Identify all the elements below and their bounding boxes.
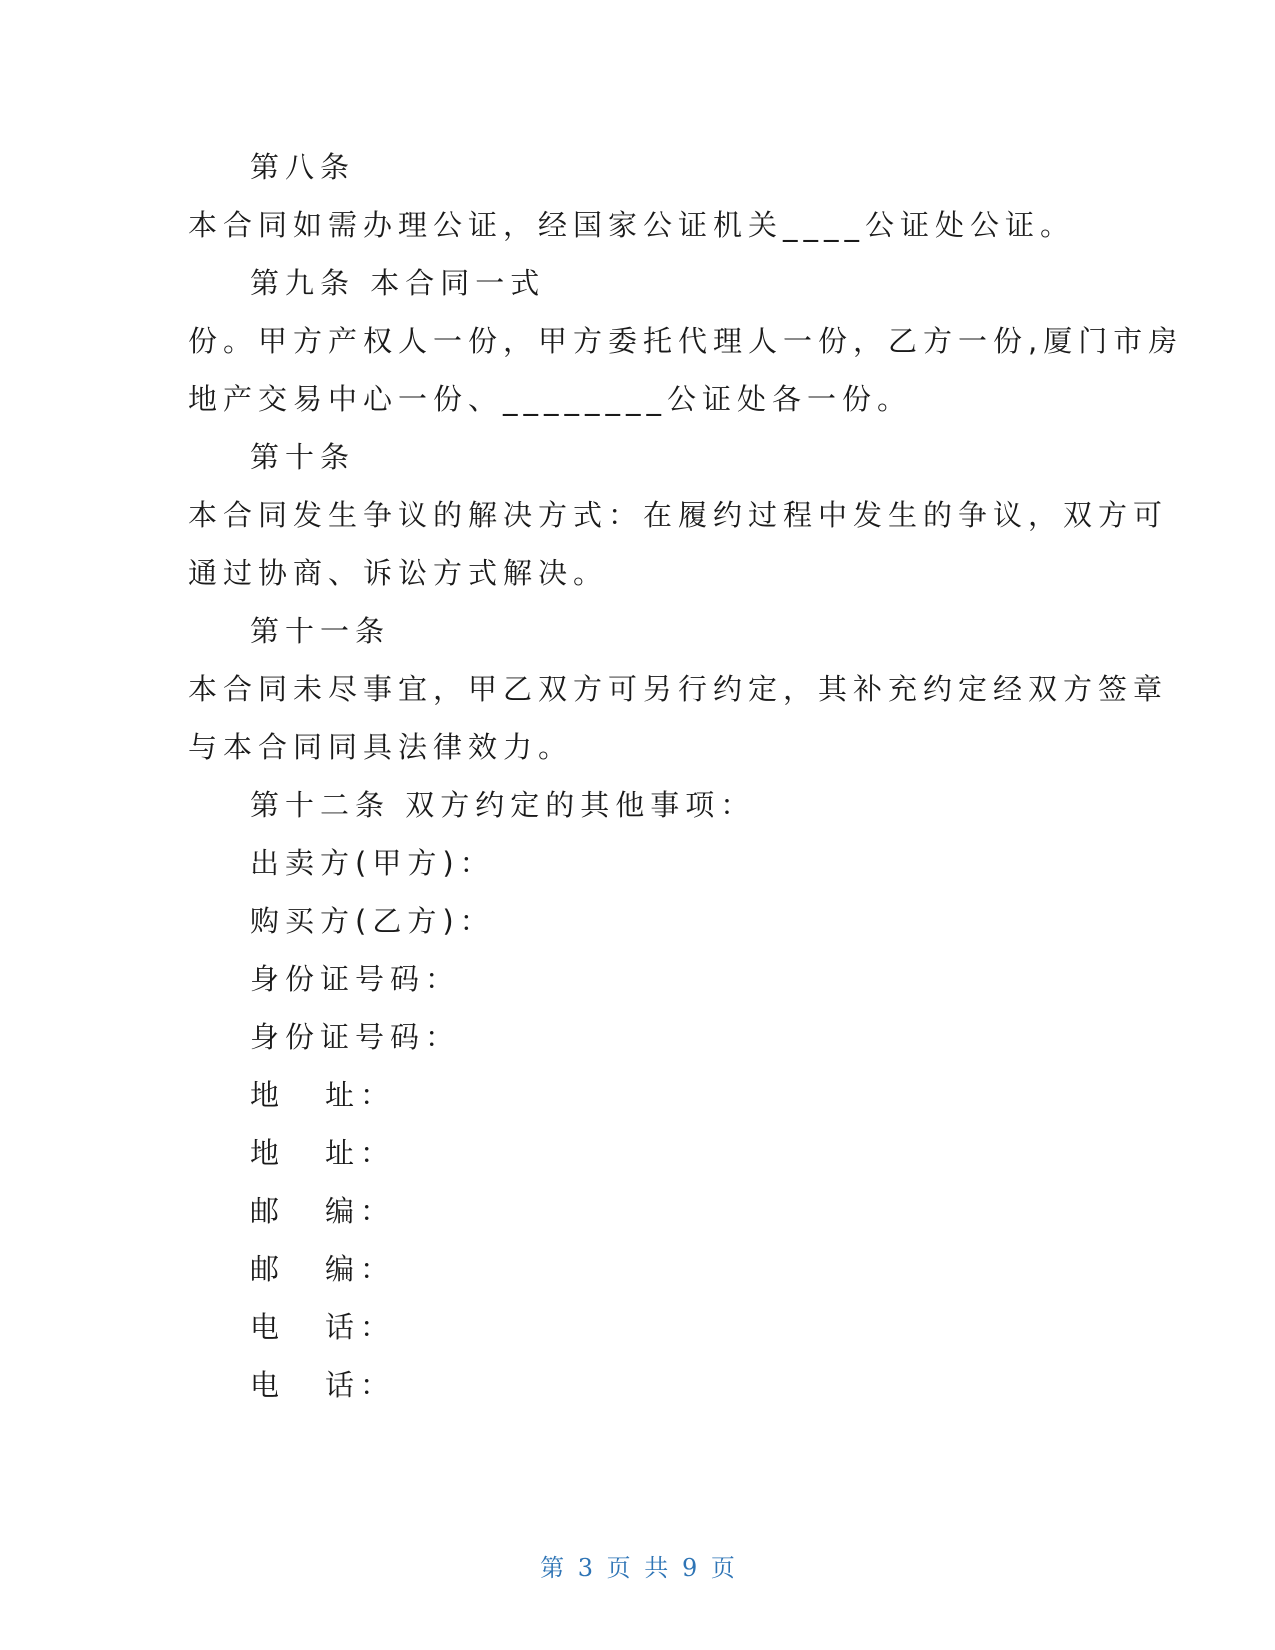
article-9-text-line-2: 地产交易中心一份、________公证处各一份。: [188, 382, 913, 416]
seller-phone-label: [250, 1310, 395, 1344]
article-11-heading: 第十一条: [250, 614, 391, 648]
postcode-char-2: 编: [325, 1194, 361, 1228]
seller-address-label: [250, 1078, 395, 1112]
postcode-colon: ：: [360, 1194, 396, 1228]
article-9-heading: 第九条 本合同一式: [250, 266, 546, 300]
phone-char-1: 电: [250, 1310, 286, 1344]
buyer-phone-label: [250, 1368, 395, 1402]
phone-char-2: 话: [325, 1310, 361, 1344]
seller-id-label: 身份证号码：: [250, 962, 461, 996]
seller-label: 出卖方(甲方)：: [250, 846, 495, 880]
postcode-char-1: 邮: [250, 1252, 286, 1286]
page-number-footer: 第 3 页 共 9 页: [540, 1554, 735, 1582]
article-8-heading: 第八条: [250, 150, 356, 184]
article-10-heading: 第十条: [250, 440, 356, 474]
phone-colon: ：: [360, 1368, 396, 1402]
article-8-text: 本合同如需办理公证，经国家公证机关____公证处公证。: [188, 208, 1076, 242]
article-11-text-line-1: 本合同未尽事宜，甲乙双方可另行约定，其补充约定经双方签章: [188, 672, 1169, 706]
buyer-label: 购买方(乙方)：: [250, 904, 495, 938]
address-char-1: 地: [250, 1136, 286, 1170]
postcode-char-1: 邮: [250, 1194, 286, 1228]
article-12-heading: 第十二条 双方约定的其他事项：: [250, 788, 756, 822]
postcode-char-2: 编: [325, 1252, 361, 1286]
seller-postcode-label: [250, 1194, 395, 1228]
buyer-postcode-label: [250, 1252, 395, 1286]
article-9-text-line-1: 份。甲方产权人一份，甲方委托代理人一份，乙方一份,厦门市房: [188, 324, 1184, 358]
postcode-colon: ：: [360, 1252, 396, 1286]
phone-colon: ：: [360, 1310, 396, 1344]
address-char-1: 地: [250, 1078, 286, 1112]
buyer-address-label: [250, 1136, 395, 1170]
article-10-text-line-2: 通过协商、诉讼方式解决。: [188, 556, 609, 590]
address-char-2: 址: [325, 1078, 361, 1112]
address-colon: ：: [360, 1078, 396, 1112]
article-10-text-line-1: 本合同发生争议的解决方式：在履约过程中发生的争议，双方可: [188, 498, 1169, 532]
phone-char-2: 话: [325, 1368, 361, 1402]
phone-char-1: 电: [250, 1368, 286, 1402]
address-char-2: 址: [325, 1136, 361, 1170]
buyer-id-label: 身份证号码：: [250, 1020, 461, 1054]
address-colon: ：: [360, 1136, 396, 1170]
article-11-text-line-2: 与本合同同具法律效力。: [188, 730, 574, 764]
